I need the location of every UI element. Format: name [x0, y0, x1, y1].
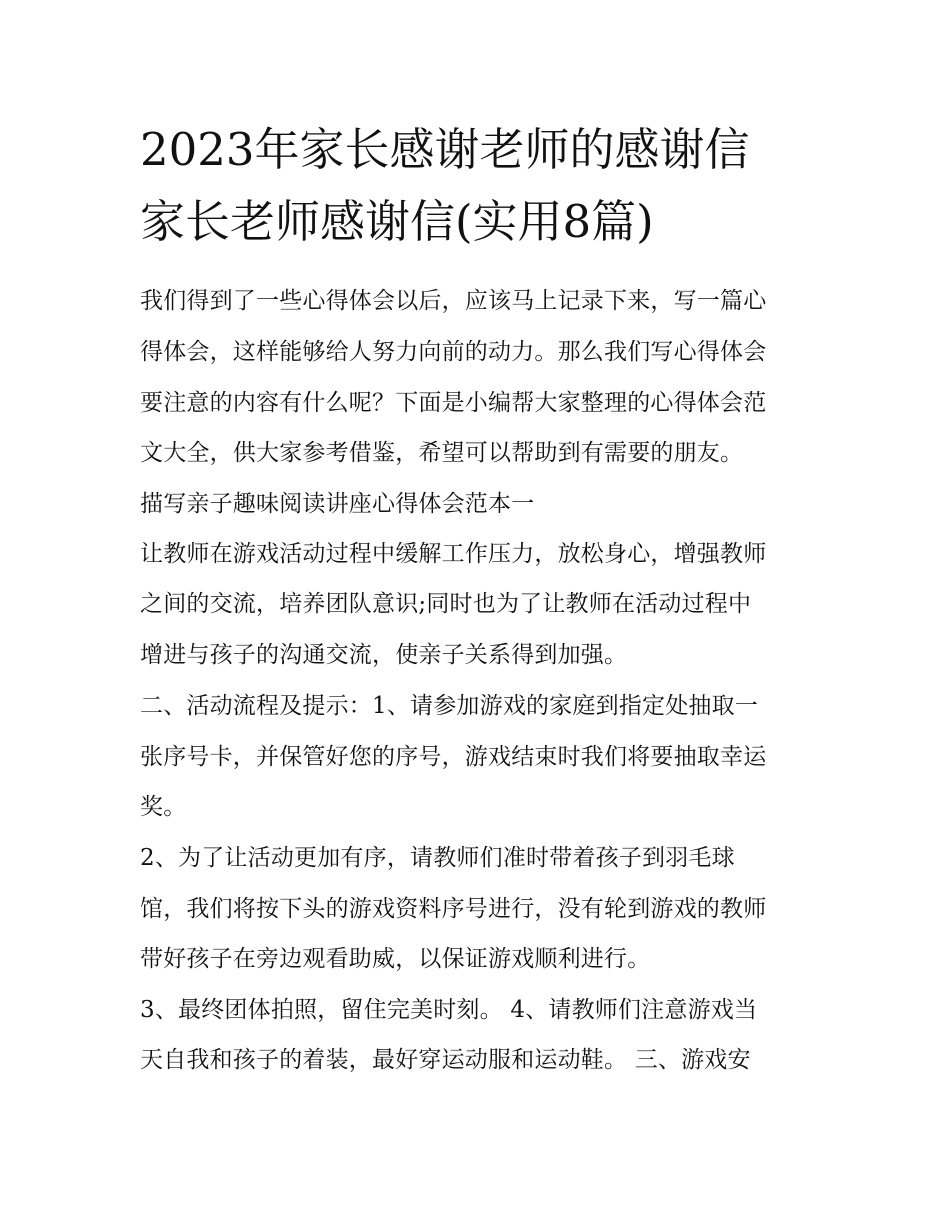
section-heading: 描写亲子趣味阅读讲座心得体会范本一 [140, 491, 535, 517]
body-line: 带好孩子在旁边观看助威，以保证游戏顺利进行。 [140, 946, 651, 972]
body-line: 文大全，供大家参考借鉴，希望可以帮助到有需要的朋友。 [140, 440, 744, 466]
body-line: 我们得到了一些心得体会以后，应该马上记录下来，写一篇心 [140, 288, 767, 314]
body-line: 得体会，这样能够给人努力向前的动力。那么我们写心得体会 [140, 339, 767, 365]
body-line: 要注意的内容有什么呢？下面是小编帮大家整理的心得体会范 [140, 390, 767, 416]
body-line: 二、活动流程及提示：1、请参加游戏的家庭到指定处抽取一 [140, 693, 759, 719]
body-line: 2、为了让活动更加有序，请教师们准时带着孩子到羽毛球 [140, 845, 735, 871]
document-title-line-2: 家长老师感谢信(实用8篇) [140, 195, 654, 248]
body-line: 增进与孩子的沟通交流，使亲子关系得到加强。 [140, 642, 628, 668]
body-line: 让教师在游戏活动过程中缓解工作压力，放松身心，增强教师 [140, 541, 767, 567]
body-line: 之间的交流，培养团队意识;同时也为了让教师在活动过程中 [140, 591, 752, 617]
body-line: 3、最终团体拍照，留住完美时刻。 4、请教师们注意游戏当 [140, 997, 758, 1023]
body-line: 奖。 [140, 794, 187, 820]
body-line: 天自我和孩子的着装，最好穿运动服和运动鞋。 三、游戏安 [140, 1047, 751, 1073]
body-line: 张序号卡，并保管好您的序号，游戏结束时我们将要抽取幸运 [140, 744, 767, 770]
body-line: 馆，我们将按下头的游戏资料序号进行，没有轮到游戏的教师 [140, 896, 767, 922]
document-title-line-1: 2023年家长感谢老师的感谢信 [140, 123, 750, 176]
